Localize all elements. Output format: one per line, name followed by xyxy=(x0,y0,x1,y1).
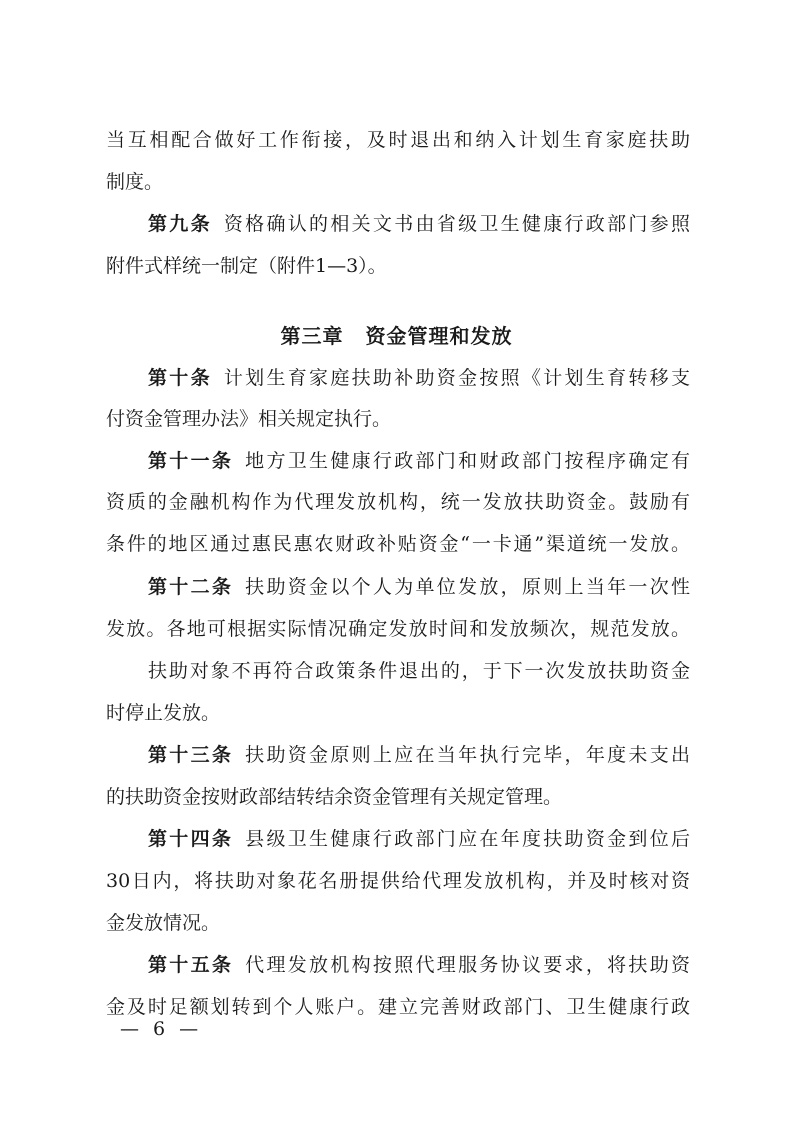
article-text: 代理发放机构按照代理服务协议要求，将扶助资 xyxy=(245,954,690,976)
paragraph-line: 时停止发放。 xyxy=(106,702,221,724)
paragraph-line: 发放。各地可根据实际情况确定发放时间和发放频次，规范发放。 xyxy=(106,618,690,640)
chapter-heading xyxy=(0,320,793,349)
article-text: 县级卫生健康行政部门应在年度扶助资金到位后 xyxy=(245,828,690,850)
paragraph-line: 金发放情况。 xyxy=(106,912,221,934)
article-text: 地方卫生健康行政部门和财政部门按程序确定有 xyxy=(245,450,690,472)
article-label: 第十一条 xyxy=(148,450,234,472)
paragraph-line: 附件式样统一制定（附件1—3）。 xyxy=(106,255,387,277)
article-text: 资格确认的相关文书由省级卫生健康行政部门参照 xyxy=(223,213,690,235)
chapter-title: 资金管理和发放 xyxy=(365,324,513,348)
article-label: 第十条 xyxy=(148,367,212,389)
paragraph-line: 资质的金融机构作为代理发放机构，统一发放扶助资金。鼓励有 xyxy=(106,491,690,513)
paragraph-line: 扶助对象不再符合政策条件退出的，于下一次发放扶助资金 xyxy=(148,660,690,682)
paragraph-line: 当互相配合做好工作衔接，及时退出和纳入计划生育家庭扶助 xyxy=(106,129,690,151)
article-text: 扶助资金原则上应在当年执行完毕，年度未支出 xyxy=(245,744,690,766)
chapter-number: 第三章 xyxy=(280,324,344,348)
paragraph-line: 付资金管理办法》相关规定执行。 xyxy=(106,408,392,430)
paragraph-line: 制度。 xyxy=(106,171,164,193)
paragraph-line: 条件的地区通过惠民惠农财政补贴资金“一卡通”渠道统一发放。 xyxy=(106,533,690,555)
article-label: 第九条 xyxy=(148,213,212,235)
article-text: 扶助资金以个人为单位发放，原则上当年一次性 xyxy=(245,576,690,598)
article-label: 第十五条 xyxy=(148,954,234,976)
article-text: 计划生育家庭扶助补助资金按照《计划生育转移支 xyxy=(223,367,690,389)
paragraph-line: 的扶助资金按财政部结转结余资金管理有关规定管理。 xyxy=(106,786,563,808)
article-label: 第十三条 xyxy=(148,744,234,766)
article-10 xyxy=(148,366,690,390)
article-9 xyxy=(148,212,690,236)
page-number: — 6 — xyxy=(120,1018,203,1040)
article-11 xyxy=(148,449,690,473)
article-14 xyxy=(148,827,690,851)
article-12 xyxy=(148,575,690,599)
article-label: 第十二条 xyxy=(148,576,234,598)
article-label: 第十四条 xyxy=(148,828,234,850)
article-15 xyxy=(148,953,690,977)
paragraph-line: 30日内，将扶助对象花名册提供给代理发放机构，并及时核对资 xyxy=(106,870,690,892)
article-13 xyxy=(148,743,690,767)
paragraph-line: 金及时足额划转到个人账户。建立完善财政部门、卫生健康行政 xyxy=(106,996,690,1018)
